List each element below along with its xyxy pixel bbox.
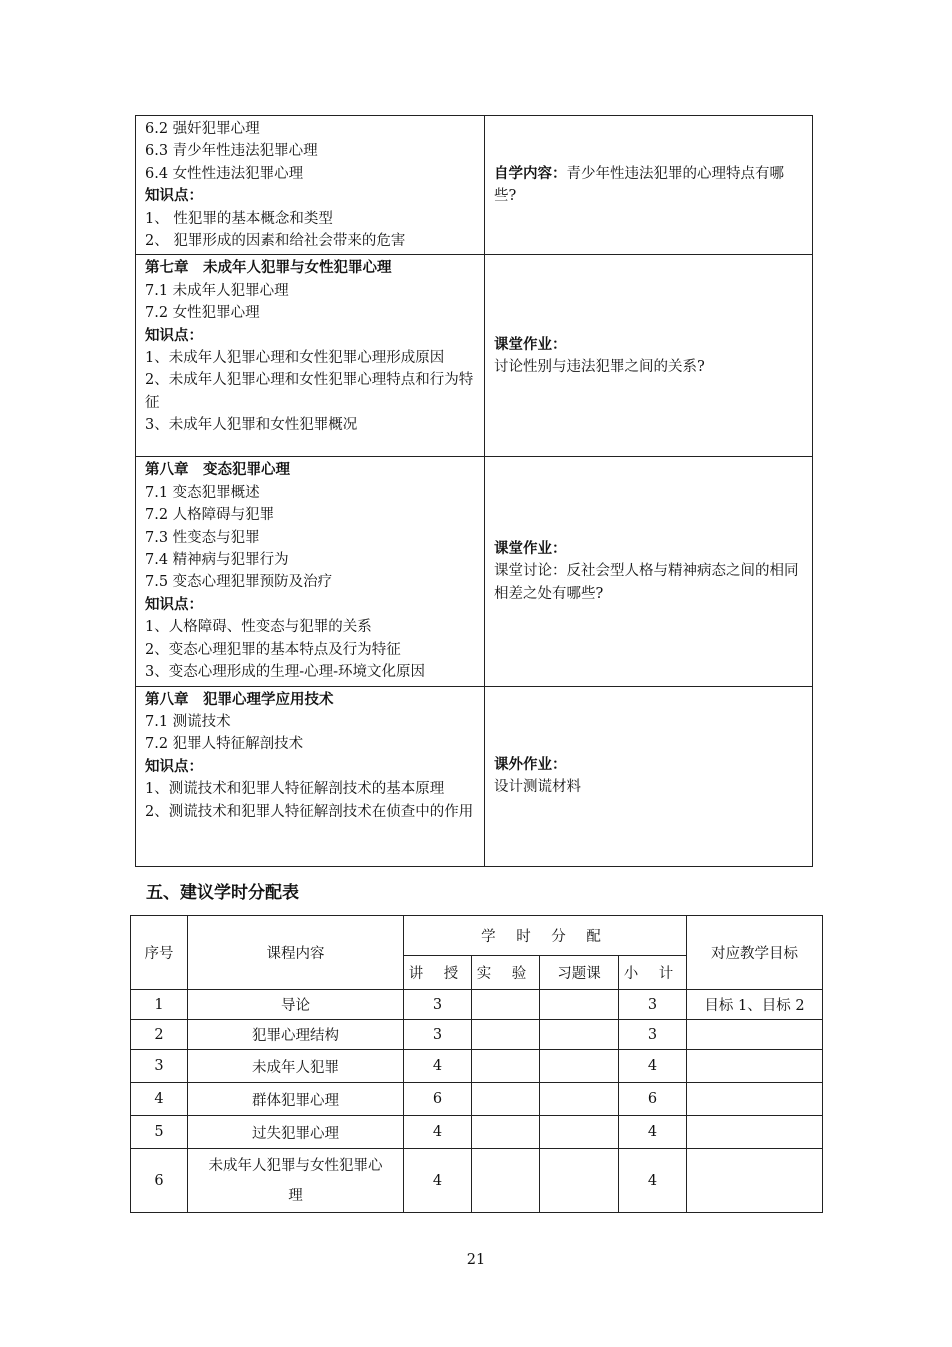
cell-seq: 6	[131, 1149, 188, 1213]
syllabus-row	[136, 457, 813, 686]
syllabus-row	[136, 686, 813, 866]
cell-subtotal: 4	[619, 1116, 687, 1149]
knowledge-points-label: 知识点：	[145, 757, 203, 775]
syllabus-line: 7.2 犯罪人特征解剖技术	[145, 736, 304, 753]
cell-goal: 目标 1、目标 2	[687, 990, 823, 1020]
cell-exercise	[540, 1116, 619, 1149]
assignment-label: 课外作业：	[494, 755, 567, 773]
syllabus-line: 1、 性犯罪的基本概念和类型	[145, 210, 333, 227]
syllabus-line: 2、未成年人犯罪心理和女性犯罪心理特点和行为特征	[145, 372, 474, 411]
syllabus-right-cell	[485, 255, 813, 457]
cell-content: 过失犯罪心理	[188, 1116, 404, 1149]
cell-lab	[472, 1116, 540, 1149]
cell-exercise	[540, 1083, 619, 1116]
cell-lab	[472, 1149, 540, 1213]
cell-lab	[472, 1020, 540, 1050]
cell-lecture: 4	[404, 1116, 472, 1149]
cell-exercise	[540, 1149, 619, 1213]
header-lab: 实 验	[472, 956, 540, 990]
assignment-label: 自学内容：	[494, 164, 567, 182]
syllabus-line: 7.5 变态心理犯罪预防及治疗	[145, 574, 333, 591]
assignment-label: 课堂作业：	[494, 335, 567, 353]
cell-lecture: 4	[404, 1149, 472, 1213]
cell-exercise	[540, 1050, 619, 1083]
syllabus-line: 6.3 青少年性违法犯罪心理	[145, 143, 318, 160]
assignment-text: 青少年性违法犯罪的心理特点有哪些?	[494, 165, 784, 205]
syllabus-line: 1、未成年人犯罪心理和女性犯罪心理形成原因	[145, 350, 445, 367]
header-content: 课程内容	[188, 916, 404, 990]
assignment-label: 课堂作业：	[494, 539, 567, 557]
cell-lecture: 4	[404, 1050, 472, 1083]
syllabus-line: 7.2 人格障碍与犯罪	[145, 507, 275, 524]
syllabus-line: 2、变态心理犯罪的基本特点及行为特征	[145, 641, 401, 658]
chapter-title: 第八章 犯罪心理学应用技术	[145, 690, 334, 708]
header-subtotal: 小 计	[619, 956, 687, 990]
syllabus-table	[135, 115, 813, 867]
syllabus-line: 7.2 女性犯罪心理	[145, 305, 260, 322]
cell-content: 未成年人犯罪与女性犯罪心理	[188, 1149, 404, 1213]
cell-subtotal: 3	[619, 990, 687, 1020]
syllabus-line: 6.4 女性性违法犯罪心理	[145, 165, 304, 182]
cell-subtotal: 3	[619, 1020, 687, 1050]
syllabus-left-cell	[136, 457, 485, 686]
cell-lecture: 6	[404, 1083, 472, 1116]
table-row	[131, 1020, 823, 1050]
assignment-text: 设计测谎材料	[494, 779, 581, 795]
syllabus-line: 1、人格障碍、性变态与犯罪的关系	[145, 619, 372, 636]
syllabus-line: 7.1 测谎技术	[145, 713, 231, 730]
syllabus-line: 3、未成年人犯罪和女性犯罪概况	[145, 417, 358, 434]
cell-content: 导论	[188, 990, 404, 1020]
syllabus-right-cell	[485, 457, 813, 686]
cell-lab	[472, 990, 540, 1020]
syllabus-left-cell	[136, 116, 485, 255]
syllabus-right-cell	[485, 116, 813, 255]
cell-subtotal: 6	[619, 1083, 687, 1116]
knowledge-points-label: 知识点：	[145, 326, 203, 344]
page-number: 21	[466, 1252, 486, 1268]
section-heading: 五、建议学时分配表	[146, 883, 299, 903]
cell-subtotal: 4	[619, 1050, 687, 1083]
cell-goal	[687, 1116, 823, 1149]
assignment-text: 讨论性别与违法犯罪之间的关系?	[494, 358, 705, 375]
cell-content: 未成年人犯罪	[188, 1050, 404, 1083]
cell-lab	[472, 1050, 540, 1083]
header-hours-group: 学 时 分 配	[404, 916, 687, 956]
syllabus-row	[136, 116, 813, 255]
cell-content: 群体犯罪心理	[188, 1083, 404, 1116]
syllabus-line: 6.2 强奸犯罪心理	[145, 121, 260, 137]
hours-table	[130, 915, 823, 1213]
cell-goal	[687, 1149, 823, 1213]
cell-seq: 2	[131, 1020, 188, 1050]
cell-goal	[687, 1020, 823, 1050]
table-row	[131, 1083, 823, 1116]
table-row	[131, 1116, 823, 1149]
chapter-title: 第八章 变态犯罪心理	[145, 461, 290, 479]
assignment-text: 课堂讨论：反社会型人格与精神病态之间的相同相差之处有哪些?	[494, 563, 799, 602]
syllabus-left-cell	[136, 255, 485, 457]
header-seq: 序号	[131, 916, 188, 990]
cell-lecture: 3	[404, 990, 472, 1020]
cell-seq: 3	[131, 1050, 188, 1083]
syllabus-left-cell	[136, 686, 485, 866]
table-header-row	[131, 916, 823, 956]
cell-exercise	[540, 1020, 619, 1050]
cell-lab	[472, 1083, 540, 1116]
table-row	[131, 990, 823, 1020]
cell-goal	[687, 1050, 823, 1083]
syllabus-right-cell	[485, 686, 813, 866]
syllabus-line: 7.3 性变态与犯罪	[145, 529, 260, 546]
syllabus-line: 1、测谎技术和犯罪人特征解剖技术的基本原理	[145, 781, 445, 798]
header-exercise: 习题课	[540, 956, 619, 990]
syllabus-line: 7.1 变态犯罪概述	[145, 484, 260, 501]
cell-content: 犯罪心理结构	[188, 1020, 404, 1050]
knowledge-points-label: 知识点：	[145, 187, 203, 205]
syllabus-row	[136, 255, 813, 457]
knowledge-points-label: 知识点：	[145, 595, 203, 613]
cell-seq: 4	[131, 1083, 188, 1116]
chapter-title: 第七章 未成年人犯罪与女性犯罪心理	[145, 259, 392, 277]
cell-seq: 5	[131, 1116, 188, 1149]
table-row	[131, 1050, 823, 1083]
header-lecture: 讲 授	[404, 956, 472, 990]
cell-exercise	[540, 990, 619, 1020]
syllabus-line: 3、变态心理形成的生理-心理-环境文化原因	[145, 664, 426, 681]
syllabus-line: 2、 犯罪形成的因素和给社会带来的危害	[145, 233, 406, 250]
cell-goal	[687, 1083, 823, 1116]
cell-lecture: 3	[404, 1020, 472, 1050]
table-row	[131, 1149, 823, 1213]
cell-seq: 1	[131, 990, 188, 1020]
syllabus-line: 7.4 精神病与犯罪行为	[145, 552, 289, 569]
syllabus-line: 7.1 未成年人犯罪心理	[145, 282, 289, 299]
cell-subtotal: 4	[619, 1149, 687, 1213]
syllabus-line: 2、测谎技术和犯罪人特征解剖技术在侦查中的作用	[145, 803, 474, 820]
header-goal: 对应教学目标	[687, 916, 823, 990]
